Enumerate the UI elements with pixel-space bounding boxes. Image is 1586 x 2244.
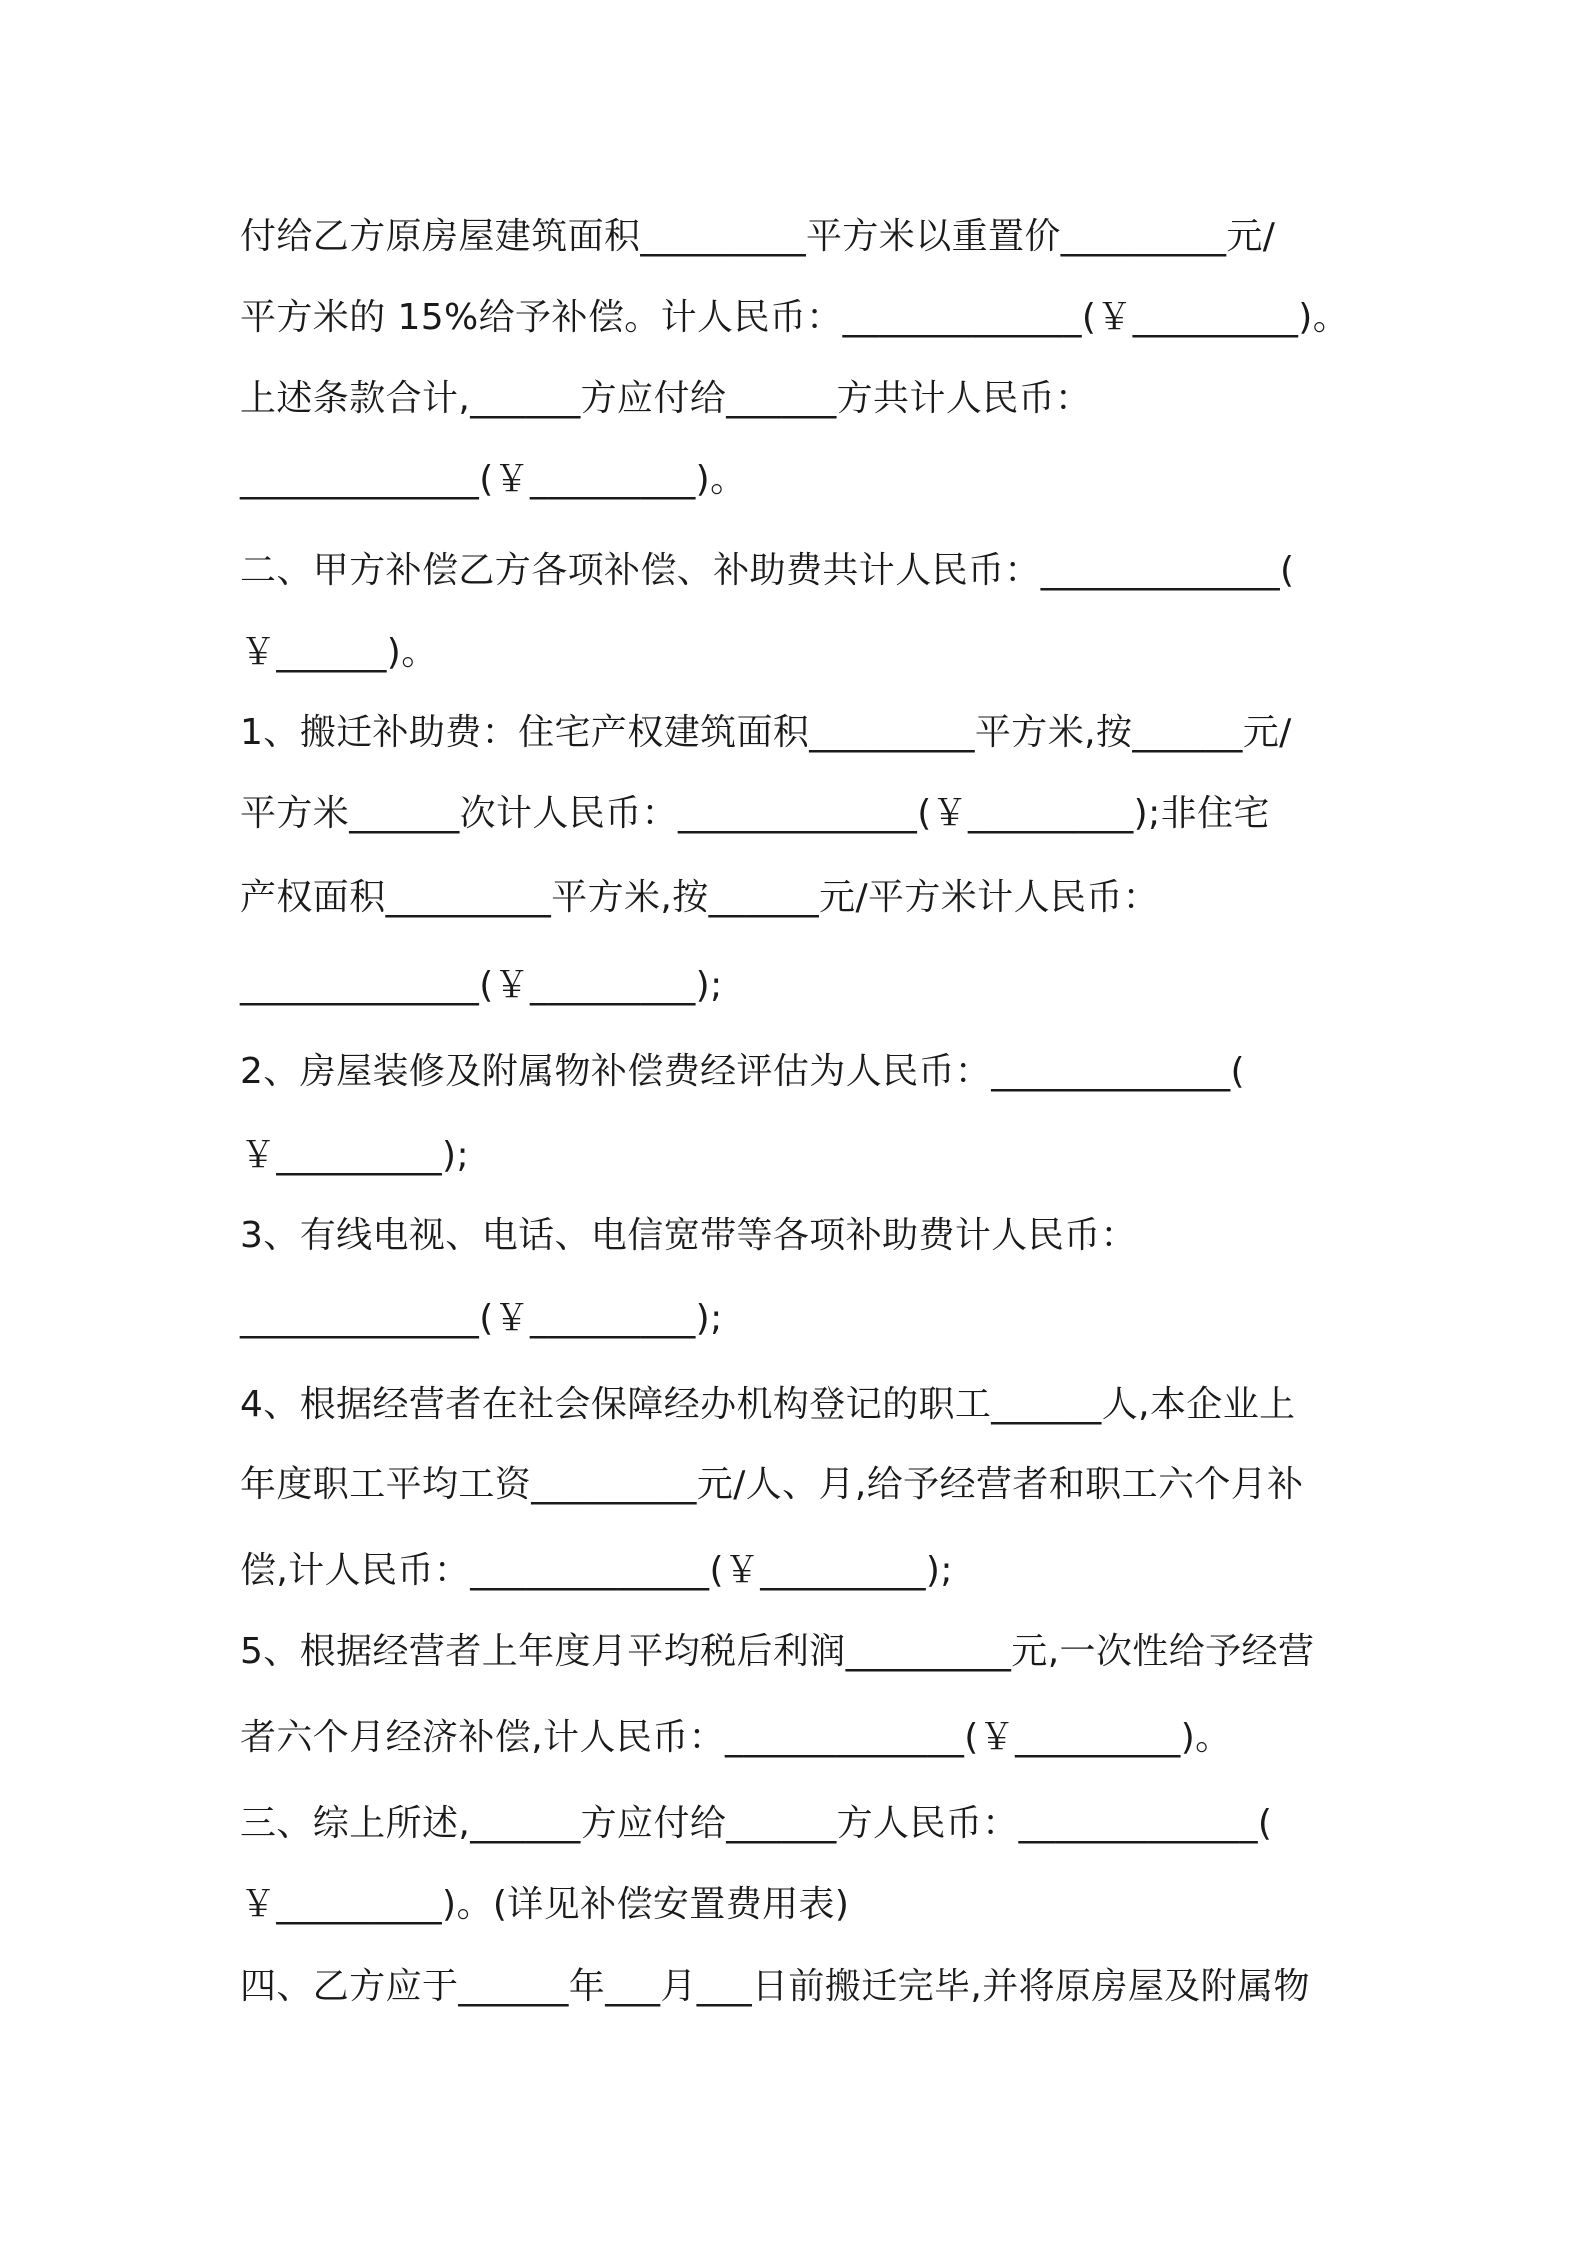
text-line-5: 二、甲方补偿乙方各项补偿、补助费共计人民币：_____________( (240, 550, 1295, 591)
text-line-19: 者六个月经济补偿,计人民币：_____________(￥_________)。 (240, 1717, 1232, 1758)
text-line-7: 1、搬迁补助费：住宅产权建筑面积_________平方米,按______元/ (240, 712, 1292, 753)
text-line-20: 三、综上所述,______方应付给______方人民币：_____________( (240, 1803, 1273, 1844)
text-line-18: 5、根据经营者上年度月平均税后利润_________元,一次性给予经营 (240, 1631, 1315, 1672)
text-line-8: 平方米______次计人民币：_____________(￥_________);非住宅 (240, 793, 1270, 834)
text-line-9: 产权面积_________平方米,按______元/平方米计人民币： (240, 877, 1160, 918)
text-line-22: 四、乙方应于______年___月___日前搬迁完毕,并将原房屋及附属物 (240, 1966, 1310, 2007)
text-line-6: ￥______)。 (240, 632, 438, 673)
text-line-13: 3、有线电视、电话、电信宽带等各项补助费计人民币： (240, 1215, 1137, 1256)
text-line-10: _____________(￥_________); (240, 965, 723, 1006)
text-line-21: ￥_________)。(详见补偿安置费用表) (240, 1884, 850, 1925)
text-line-14: _____________(￥_________); (240, 1298, 723, 1339)
text-line-11: 2、房屋装修及附属物补偿费经评估为人民币：_____________( (240, 1051, 1245, 1092)
text-line-15: 4、根据经营者在社会保障经办机构登记的职工______人,本企业上 (240, 1384, 1296, 1425)
text-line-1: 付给乙方原房屋建筑面积_________平方米以重置价_________元/ (240, 216, 1276, 257)
text-line-3: 上述条款合计,______方应付给______方共计人民币： (240, 378, 1092, 419)
text-line-16: 年度职工平均工资_________元/人、月,给予经营者和职工六个月补 (240, 1464, 1304, 1505)
text-line-12: ￥_________); (240, 1135, 469, 1176)
text-line-2: 平方米的 15%给予补偿。计人民币：_____________(￥_________)。 (240, 297, 1350, 338)
text-line-17: 偿,计人民币：_____________(￥_________); (240, 1550, 953, 1591)
text-line-4: _____________(￥_________)。 (240, 459, 747, 500)
